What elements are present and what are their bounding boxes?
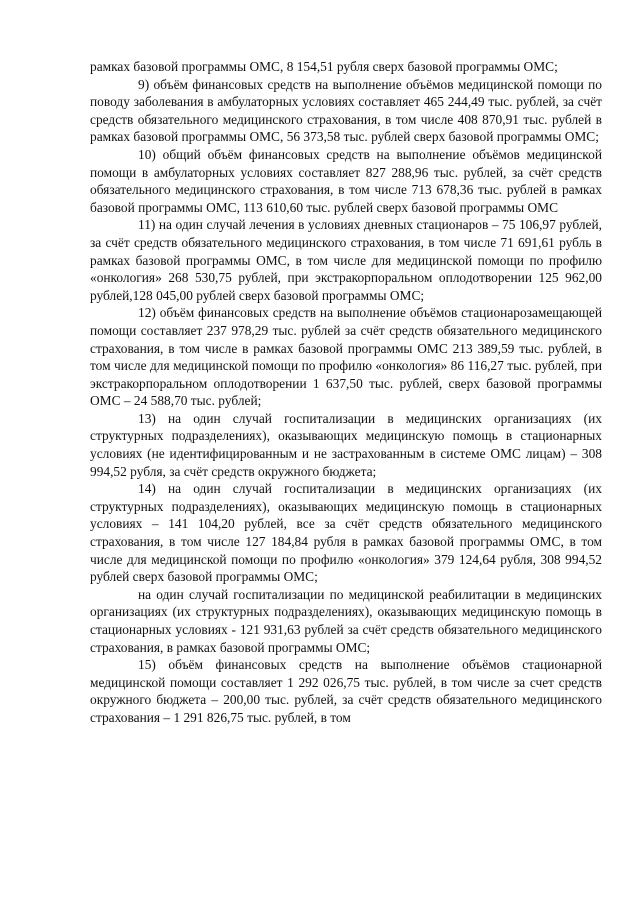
paragraph-item-15: 15) объём финансовых средств на выполнение объёмов стационарной медицинской помощи составляет 1 292 026,75 тыс. рублей, в том числе за счет средств окружного бюджета – 200,00 тыс. рублей, за счёт средств обязательного медицинского страхования – 1 291 826,75 тыс. рублей, в том bbox=[90, 657, 602, 725]
paragraph-item-14: 14) на один случай госпитализации в медицинских организациях (их структурных подразделениях), оказывающих медицинскую помощь в стационарных условиях – 141 104,20 рублей, все за счёт средств обязательного медицинского страхования, в том числе 127 184,84 рубля в рамках базовой программы ОМС, в том числе для медицинской помощи по профилю «онкология» 379 124,64 рубля, 308 994,52 рублей сверх базовой программы ОМС; bbox=[90, 481, 602, 585]
paragraph-item-10: 10) общий объём финансовых средств на выполнение объёмов медицинской помощи в амбулаторных условиях составляет 827 288,96 тыс. рублей, за счёт средств обязательного медицинского страхования, в том числе 713 678,36 тыс. рублей в рамках базовой программы ОМС, 113 610,60 тыс. рублей сверх базовой программы ОМС bbox=[90, 146, 602, 215]
paragraph-item-13: 13) на один случай госпитализации в медицинских организациях (их структурных подразделениях), оказывающих медицинскую помощь в стационарных условиях (не идентифицированным и не застрахованным в системе ОМС лицам) – 308 994,52 рубля, за счёт средств окружного бюджета; bbox=[90, 410, 602, 479]
document-page bbox=[90, 58, 602, 727]
paragraph-item-12: 12) объём финансовых средств на выполнение объёмов стационарозамещающей помощи составляет 237 978,29 тыс. рублей за счёт средств обязательного медицинского страхования, в том числе в рамках базовой программы ОМС 213 389,59 тыс. рублей, в том числе для медицинской помощи по профилю «онкология» 86 116,27 тыс. рублей, при экстракорпоральном оплодотворении 1 637,50 тыс. рублей, сверх базовой программы ОМС – 24 588,70 тыс. рублей; bbox=[90, 305, 602, 409]
paragraph-item-11: 11) на один случай лечения в условиях дневных стационаров – 75 106,97 рублей, за счёт средств обязательного медицинского страхования, в том числе 71 691,61 рубль в рамках базовой программы ОМС, в том числе для медицинской помощи по профилю «онкология» 268 530,75 рублей, при экстракорпоральном оплодотворении 125 962,00 рублей,128 045,00 рублей сверх базовой программы ОМС; bbox=[90, 217, 602, 303]
paragraph-continuation: рамках базовой программы ОМС, 8 154,51 рубля сверх базовой программы ОМС; bbox=[90, 59, 558, 74]
paragraph-item-14-rehabilitation: на один случай госпитализации по медицинской реабилитации в медицинских организациях (их структурных подразделениях), оказывающих медицинскую помощь в стационарных условиях - 121 931,63 рублей за счёт средств обязательного медицинского страхования, в рамках базовой программы ОМС; bbox=[90, 586, 602, 655]
paragraph-item-9: 9) объём финансовых средств на выполнение объёмов медицинской помощи по поводу заболевания в амбулаторных условиях составляет 465 244,49 тыс. рублей, за счёт средств обязательного медицинского страхования, в том числе 408 870,91 тыс. рублей в рамках базовой программы ОМС, 56 373,58 тыс. рублей сверх базовой программы ОМС; bbox=[90, 76, 602, 145]
